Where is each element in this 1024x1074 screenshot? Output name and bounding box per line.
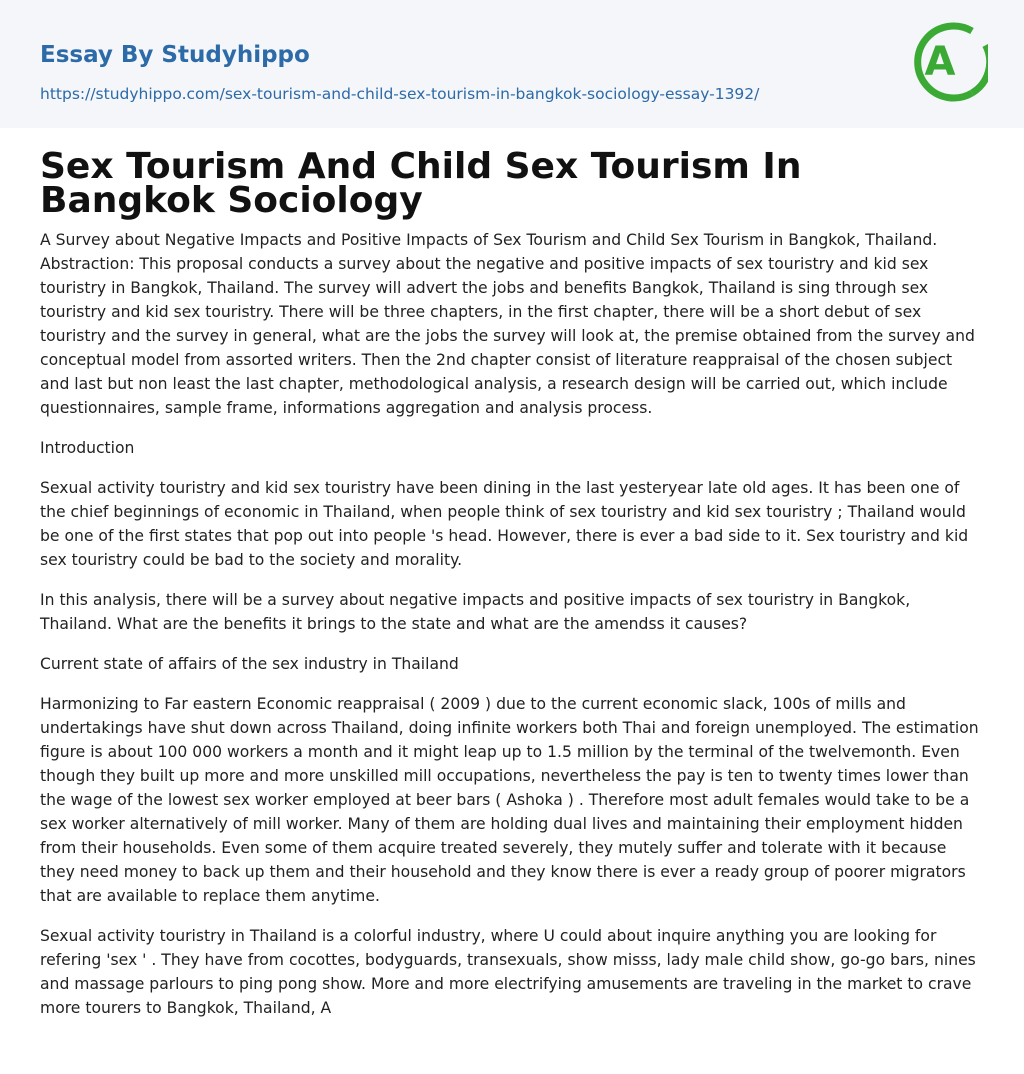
paragraph-introduction: Sexual activity touristry and kid sex touristry have been dining in the last yesteryear late old ages. It has been one of the chief beginnings of economic in Thailand, when people think of sex touristry and kid sex touristry ; Thailand would be one of the first states that pop out into people 's head. However, there is ever a bad side to it. Sex touristry and kid sex touristry could be bad to the society and morality. bbox=[40, 479, 969, 569]
paragraph-economic-review: Harmonizing to Far eastern Economic reappraisal ( 2009 ) due to the current economic slack, 100s of mills and undertakings have shut down across Thailand, doing infinite workers both Thai and foreign unemployed. The estimation figure is about 100 000 workers a month and it might leap up to 1.5 million by the terminal of the twelvemonth. Even though they built up more and more unskilled mill occupations, nevertheless the pay is ten to twenty times lower than the wage of the lowest sex worker employed at beer bars ( Ashoka ) . Therefore most adult females would take to be a sex worker alternatively of mill worker. Many of them are holding dual lives and maintaining their employment hidden from their households. Even some of them acquire treated severely, they mutely suffer and tolerate with it because they need money to back up them and their household and they know there is ever a ready group of poorer migrators that are available to replace them anytime. bbox=[40, 695, 979, 905]
site-brand[interactable]: Essay By Studyhippo bbox=[40, 42, 310, 68]
logo-letter: A bbox=[924, 39, 956, 85]
studyhippo-logo-icon[interactable] bbox=[910, 18, 988, 106]
essay-content bbox=[40, 146, 985, 1036]
paragraph-abstract: A Survey about Negative Impacts and Positive Impacts of Sex Tourism and Child Sex Tourism in Bangkok, Thailand. Abstraction: This proposal conducts a survey about the negative and positive impacts of sex touristry and kid sex touristry in Bangkok, Thailand. The survey will advert the jobs and benefits Bangkok, Thailand is sing through sex touristry and kid sex touristry. There will be three chapters, in the first chapter, there will be a short debut of sex touristry and the survey in general, what are the jobs the survey will look at, the premise obtained from the survey and conceptual model from assorted writers. Then the 2nd chapter consist of literature reappraisal of the chosen subject and last but non least the last chapter, methodological analysis, a research design will be carried out, which include questionnaires, sample frame, informations aggregation and analysis process. bbox=[40, 231, 975, 417]
paragraph-introduction-heading: Introduction bbox=[40, 439, 135, 457]
paragraph-industry-description: Sexual activity touristry in Thailand is a colorful industry, where U could about inquire anything you are looking for refering 'sex ' . They have from cocottes, bodyguards, transexuals, show misss, lady male child show, go-go bars, nines and massage parlours to ping pong show. More and more electrifying amusements are traveling in the market to crave more tourers to Bangkok, Thailand, A bbox=[40, 927, 976, 1017]
paragraph-current-state-heading: Current state of affairs of the sex industry in Thailand bbox=[40, 655, 459, 673]
paragraph-analysis-scope: In this analysis, there will be a survey about negative impacts and positive impacts of sex touristry in Bangkok, Thailand. What are the benefits it brings to the state and what are the amendss it causes? bbox=[40, 591, 911, 633]
source-url-link[interactable]: https://studyhippo.com/sex-tourism-and-child-sex-tourism-in-bangkok-sociology-essay-1392/ bbox=[40, 85, 760, 103]
essay-title: Sex Tourism And Child Sex Tourism In Bangkok Sociology bbox=[40, 146, 802, 221]
site-header bbox=[0, 0, 1024, 128]
